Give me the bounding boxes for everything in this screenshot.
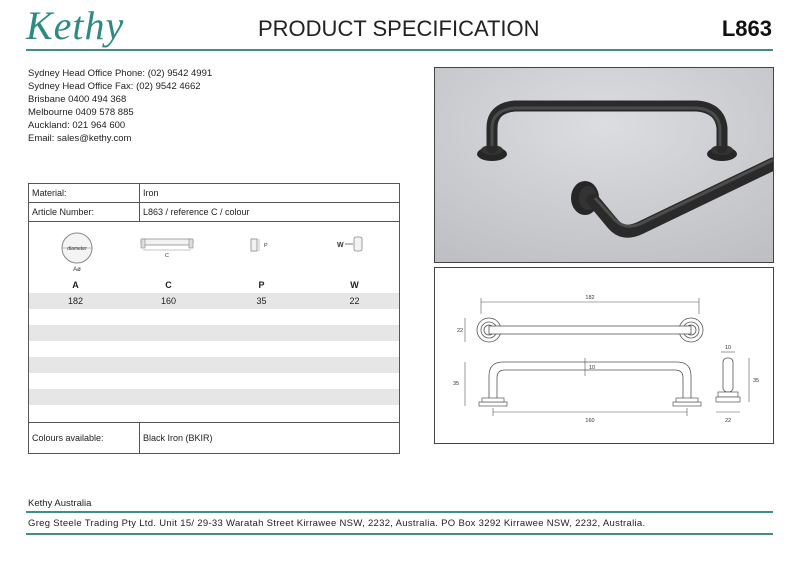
material-label: Material:: [29, 184, 140, 203]
table-row: [29, 184, 400, 203]
header-divider: [26, 49, 773, 51]
dim-header-p: P: [258, 280, 265, 290]
contact-line: Auckland: 021 964 600: [28, 120, 126, 131]
end-top-label: 10: [725, 345, 732, 351]
dim-value-c: 160: [160, 296, 177, 306]
end-width-label: 22: [724, 418, 732, 424]
empty-row-stripe: [29, 325, 399, 341]
contact-line: Sydney Head Office Phone: (02) 9542 4991: [28, 68, 213, 79]
dim-header-w: W: [350, 280, 359, 290]
contact-email[interactable]: Email: sales@kethy.com: [28, 133, 132, 144]
article-value: L863 / reference C / colour: [140, 203, 400, 222]
empty-row-stripe: [29, 389, 399, 405]
technical-drawing: [434, 267, 774, 444]
footer-address: Greg Steele Trading Pty Ltd. Unit 15/ 29-33 Waratah Street Kirrawee NSW, 2232, Australia. PO Box 3292 Kirrawee NSW, 2232, Australia.: [28, 518, 646, 529]
article-label: Article Number:: [29, 203, 140, 222]
side-height-label: 35: [453, 381, 460, 387]
diameter-icon: [57, 228, 97, 274]
handle-p-icon: [247, 236, 271, 256]
product-code: L863: [721, 16, 772, 41]
page-title: PRODUCT SPECIFICATION: [258, 16, 540, 41]
product-photo: [434, 67, 774, 263]
table-row: [29, 423, 400, 454]
contact-block: [28, 67, 212, 145]
footer-divider-top: [26, 511, 773, 513]
side-diameter-label: 10: [589, 365, 596, 371]
spec-table: [28, 183, 400, 222]
diameter-text: diameter: [67, 246, 87, 252]
dim-value-w: 22: [349, 296, 360, 306]
colours-value: Black Iron (BKIR): [140, 423, 400, 454]
colours-table: [28, 422, 400, 454]
top-width-label: 22: [457, 328, 464, 334]
footer-divider-bottom: [26, 533, 773, 535]
kethy-logo: Kethy: [26, 3, 125, 48]
a-symbol-text: Aø: [73, 267, 81, 273]
side-centres-label: 160: [585, 418, 595, 424]
c-text: C: [165, 253, 169, 259]
dim-value-p: 35: [256, 296, 267, 306]
dimension-icons: [29, 218, 401, 276]
contact-line: Sydney Head Office Fax: (02) 9542 4662: [28, 81, 201, 92]
dimension-section: [28, 218, 400, 422]
dim-value-a: 182: [67, 296, 84, 306]
top-length-label: 182: [585, 295, 595, 301]
material-value: Iron: [140, 184, 400, 203]
dim-header-a: A: [72, 280, 79, 290]
colours-label: Colours available:: [29, 423, 140, 454]
contact-line: Melbourne 0409 578 885: [28, 107, 134, 118]
handle-photo-illustration: [435, 68, 773, 262]
dim-header-c: C: [165, 280, 172, 290]
p-text: P: [264, 243, 268, 249]
end-height-label: 35: [753, 378, 760, 384]
contact-line: Brisbane 0400 494 368: [28, 94, 127, 105]
drawing-svg: [435, 268, 773, 443]
handle-c-icon: [137, 236, 197, 260]
w-text: W: [337, 242, 344, 249]
handle-w-icon: [335, 234, 369, 256]
footer-company: Kethy Australia: [28, 498, 92, 509]
empty-row-stripe: [29, 357, 399, 373]
